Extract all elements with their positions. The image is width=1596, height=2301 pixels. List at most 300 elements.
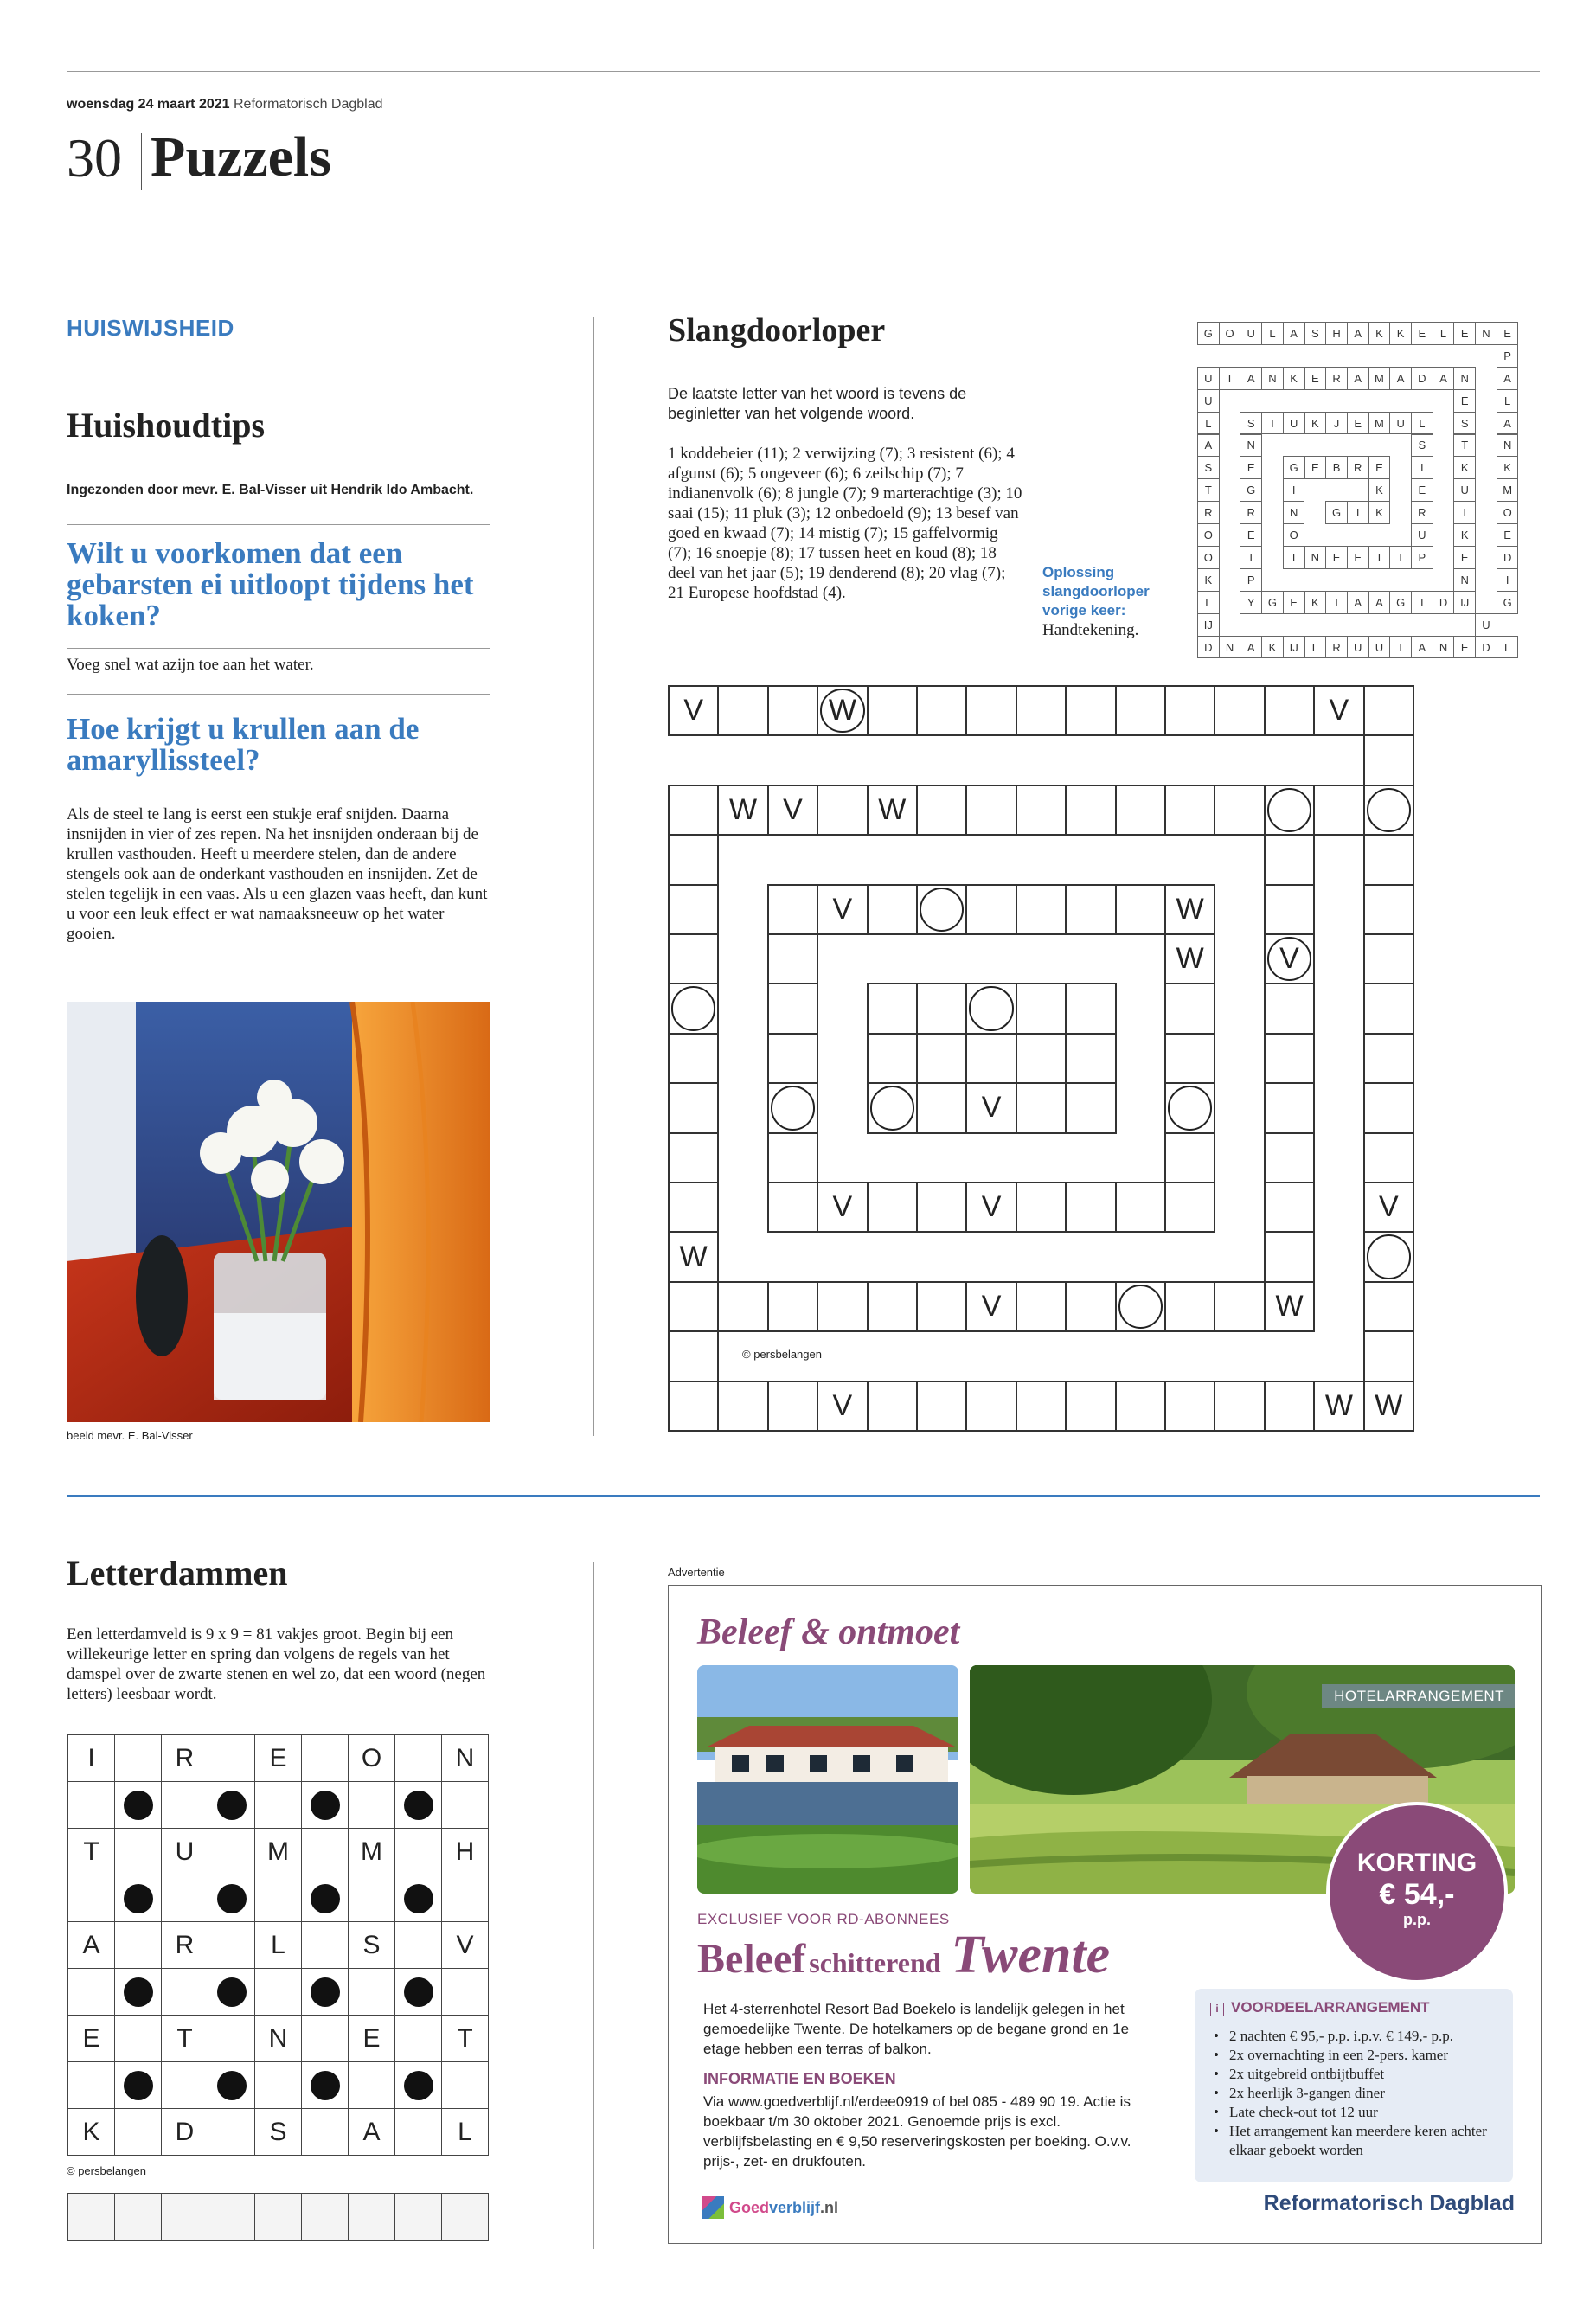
slang-cell[interactable] (1313, 685, 1364, 736)
offer-item-text: 2x uitgebreid ontbijtbuffet (1229, 2066, 1385, 2082)
slang-cell[interactable] (1363, 1231, 1414, 1282)
solution-cell: E (1453, 389, 1476, 413)
dammen-letter: S (362, 1930, 381, 1959)
slang-cell[interactable] (668, 1082, 719, 1133)
slang-cell[interactable] (1164, 1281, 1215, 1332)
slang-cell[interactable] (916, 1281, 967, 1332)
slang-cell[interactable] (668, 834, 719, 885)
slang-cell[interactable] (817, 685, 868, 736)
column-divider-top (593, 317, 594, 1436)
slang-cell[interactable] (867, 1082, 918, 1133)
slang-cell-marker: W (878, 792, 907, 826)
slang-cell[interactable] (1115, 884, 1166, 935)
dammen-letter: U (175, 1836, 195, 1866)
slang-cell[interactable] (916, 1381, 967, 1432)
slang-cell[interactable] (1115, 785, 1166, 836)
dammen-cell (208, 2061, 255, 2109)
slang-cell[interactable] (767, 1082, 818, 1133)
slang-cell[interactable] (1016, 1182, 1067, 1233)
slang-cell[interactable] (1164, 685, 1215, 736)
dammen-cell (301, 2015, 349, 2062)
tips-byline: Ingezonden door mevr. E. Bal-Visser uit Hendrik Ido Ambacht. (67, 483, 474, 497)
bullet-icon: • (1214, 2047, 1219, 2063)
slang-cell[interactable] (1065, 884, 1116, 935)
slang-cell[interactable] (817, 1381, 868, 1432)
ad-photo-restaurant (697, 1665, 958, 1894)
solution-cell: K (1453, 523, 1476, 547)
solution-cell: U (1475, 613, 1497, 637)
dammen-answer-cell[interactable] (254, 2193, 302, 2241)
solution-cell: N (1219, 636, 1241, 659)
solution-cell: P (1240, 568, 1262, 592)
slang-cell[interactable] (767, 884, 818, 935)
solution-cell: R (1325, 636, 1348, 659)
slang-cell[interactable] (1016, 1033, 1067, 1084)
dammen-cell (394, 1828, 442, 1875)
dammen-cell (161, 2108, 208, 2156)
dammen-cell (441, 2015, 489, 2062)
slang-cell[interactable] (1214, 785, 1265, 836)
solution-cell: N (1453, 568, 1476, 592)
slang-cell[interactable] (767, 983, 818, 1034)
slang-cell[interactable] (1363, 1281, 1414, 1332)
slang-cell-marker: V (981, 1190, 1002, 1224)
dammen-cell (394, 2015, 442, 2062)
slang-solution-label: Oplossing slangdoorloper vorige keer: (1042, 564, 1150, 619)
solution-cell: S (1411, 434, 1433, 458)
slang-cell[interactable] (1363, 1132, 1414, 1183)
slang-cell-marker: V (832, 1190, 853, 1224)
slang-cell[interactable] (767, 785, 818, 836)
slang-cell[interactable] (1264, 834, 1315, 885)
black-stone-icon (311, 1884, 340, 1913)
tips-title: Huishoudtips (67, 406, 266, 445)
slang-cell[interactable] (668, 884, 719, 935)
dammen-letter: A (362, 2117, 381, 2146)
slang-cell[interactable] (1065, 785, 1116, 836)
slang-cell[interactable] (1264, 983, 1315, 1034)
section-separator (67, 1495, 1540, 1497)
black-stone-icon (311, 1977, 340, 2007)
slang-cell[interactable] (1016, 1082, 1067, 1133)
slang-cell[interactable] (867, 785, 918, 836)
dammen-cell (441, 1734, 489, 1782)
slang-cell[interactable] (1016, 785, 1067, 836)
header-paper: Reformatorisch Dagblad (234, 97, 383, 112)
black-stone-icon (404, 1791, 433, 1820)
dammen-cell (348, 2015, 395, 2062)
slang-cell[interactable] (1363, 685, 1414, 736)
solution-cell: K (1389, 322, 1412, 345)
slang-cell[interactable] (1363, 1330, 1414, 1381)
slang-cell[interactable] (1065, 1281, 1116, 1332)
solution-cell: G (1283, 456, 1305, 479)
slang-cell[interactable] (1115, 685, 1166, 736)
slang-cell-marker: V (683, 694, 704, 727)
offer-item-text: 2 nachten € 95,- p.p. i.p.v. € 149,- p.p. (1229, 2028, 1454, 2044)
slang-cell-marker: W (1324, 1388, 1353, 1422)
slang-cell[interactable] (1214, 1281, 1265, 1332)
slang-cell[interactable] (1264, 1281, 1315, 1332)
slang-intro: De laatste letter van het woord is tevens de beginletter van het volgende woord. (668, 385, 967, 422)
offer-list-item (1214, 2122, 1504, 2160)
slang-cell[interactable] (817, 1182, 868, 1233)
slang-cell[interactable] (767, 1281, 818, 1332)
slang-cell[interactable] (965, 884, 1016, 935)
dammen-cell (208, 1968, 255, 2016)
slang-cell[interactable] (668, 785, 719, 836)
dammen-answer-cell[interactable] (441, 2193, 489, 2241)
slang-cell[interactable] (1164, 1132, 1215, 1183)
slang-cell[interactable] (916, 1082, 967, 1133)
slang-cell[interactable] (1065, 1082, 1116, 1133)
solution-cell: E (1347, 412, 1369, 435)
previous-solution-grid (1197, 322, 1540, 659)
solution-cell: L (1497, 389, 1519, 413)
solution-cell: I (1368, 546, 1391, 569)
solution-cell: S (1197, 456, 1220, 479)
solution-cell: U (1411, 523, 1433, 547)
slang-cell[interactable] (1264, 1182, 1315, 1233)
dammen-letter: V (456, 1930, 474, 1959)
dammen-answer-cell[interactable] (348, 2193, 395, 2241)
slang-cell[interactable] (1264, 933, 1315, 984)
solution-cell: T (1261, 412, 1284, 435)
dammen-cell (348, 1734, 395, 1782)
slang-cell-marker: W (1275, 1289, 1304, 1323)
solution-cell: O (1219, 322, 1241, 345)
ad-badge: HOTELARRANGEMENT (1322, 1684, 1515, 1708)
dammen-cell (301, 1734, 349, 1782)
slang-cell[interactable] (1363, 834, 1414, 885)
solution-cell: A (1497, 367, 1519, 390)
dammen-answer-cell[interactable] (208, 2193, 255, 2241)
slang-cell[interactable] (1164, 1381, 1215, 1432)
slang-cell[interactable] (668, 1330, 719, 1381)
circle-marker-icon (1168, 1086, 1212, 1130)
dammen-cell (441, 2108, 489, 2156)
solution-cell: I (1325, 591, 1348, 614)
slang-cell-marker: V (981, 1289, 1002, 1323)
dammen-letter: R (175, 1930, 195, 1959)
solution-cell: A (1347, 367, 1369, 390)
slang-cell[interactable] (1164, 983, 1215, 1034)
slang-cell[interactable] (767, 1033, 818, 1084)
slang-cell-marker: V (832, 892, 853, 926)
solution-cell: G (1389, 591, 1412, 614)
solution-cell: E (1240, 456, 1262, 479)
slang-cell[interactable] (767, 933, 818, 984)
slang-cell[interactable] (1214, 685, 1265, 736)
dammen-cell (67, 1828, 115, 1875)
slang-cell[interactable] (916, 685, 967, 736)
solution-cell: A (1197, 434, 1220, 458)
slang-cell[interactable] (1363, 734, 1414, 785)
slang-cell-marker: W (1375, 1388, 1403, 1422)
offer-item-text: Late check-out tot 12 uur (1229, 2104, 1378, 2120)
dammen-cell (114, 1968, 162, 2016)
slang-cell[interactable] (965, 1381, 1016, 1432)
slang-cell[interactable] (867, 1033, 918, 1084)
dammen-letter: N (268, 2023, 288, 2053)
solution-cell: R (1347, 456, 1369, 479)
solution-cell: O (1197, 523, 1220, 547)
slang-cell[interactable] (1363, 1182, 1414, 1233)
black-stone-icon (217, 2071, 247, 2100)
slang-cell[interactable] (668, 1381, 719, 1432)
slang-cell[interactable] (717, 685, 768, 736)
dammen-letter: O (361, 1743, 382, 1772)
solution-cell: N (1475, 322, 1497, 345)
solution-cell: U (1283, 412, 1305, 435)
solution-cell: B (1325, 456, 1348, 479)
slang-cell[interactable] (817, 884, 868, 935)
solution-cell: R (1197, 501, 1220, 524)
slang-cell[interactable] (1264, 1132, 1315, 1183)
solution-cell: E (1497, 322, 1519, 345)
slang-cell[interactable] (1214, 1381, 1265, 1432)
slang-cell[interactable] (1264, 1231, 1315, 1282)
slang-cell[interactable] (767, 1132, 818, 1183)
slang-cell[interactable] (767, 1182, 818, 1233)
slang-cell[interactable] (1264, 1033, 1315, 1084)
solution-cell: E (1325, 546, 1348, 569)
slang-cell[interactable] (965, 1182, 1016, 1233)
dammen-cell (67, 1875, 115, 1922)
slang-cell[interactable] (1363, 1381, 1414, 1432)
solution-cell: E (1347, 546, 1369, 569)
slang-cell[interactable] (1363, 983, 1414, 1034)
slang-cell[interactable] (668, 1132, 719, 1183)
slang-cell[interactable] (668, 685, 719, 736)
slang-cell[interactable] (1363, 884, 1414, 935)
slang-cell[interactable] (1264, 1381, 1315, 1432)
dammen-letter: E (269, 1743, 287, 1772)
dammen-cell (348, 1828, 395, 1875)
dammen-cell (254, 1968, 302, 2016)
solution-cell: K (1283, 367, 1305, 390)
slang-cell[interactable] (767, 1381, 818, 1432)
slang-cell[interactable] (1363, 1082, 1414, 1133)
solution-cell: P (1497, 344, 1519, 368)
slang-cell[interactable] (1164, 1182, 1215, 1233)
solution-cell: L (1433, 322, 1455, 345)
slang-cell[interactable] (1016, 1281, 1067, 1332)
slang-cell[interactable] (867, 884, 918, 935)
tips-rule-1 (67, 524, 490, 525)
slang-cell[interactable] (1115, 1182, 1166, 1233)
slang-cell[interactable] (1065, 1033, 1116, 1084)
dammen-cell (348, 2061, 395, 2109)
dammen-cell (394, 2061, 442, 2109)
restaurant-photo-art (697, 1665, 958, 1894)
dammen-cell (348, 1968, 395, 2016)
solution-cell: K (1368, 501, 1391, 524)
solution-cell: U (1368, 636, 1391, 659)
slang-cell[interactable] (965, 1082, 1016, 1133)
solution-cell: D (1475, 636, 1497, 659)
dammen-answer-cell[interactable] (301, 2193, 349, 2241)
slang-cell[interactable] (1065, 1381, 1116, 1432)
solution-cell: D (1497, 546, 1519, 569)
black-stone-icon (217, 1977, 247, 2007)
solution-cell: U (1453, 478, 1476, 502)
solution-cell: U (1197, 367, 1220, 390)
slang-cell[interactable] (1065, 1182, 1116, 1233)
slang-cell[interactable] (916, 983, 967, 1034)
slang-cell[interactable] (668, 1182, 719, 1233)
slang-cell[interactable] (1164, 785, 1215, 836)
tips-answer-1: Voeg snel wat azijn toe aan het water. (67, 656, 314, 674)
solution-cell: I (1347, 501, 1369, 524)
solution-cell: K (1261, 636, 1284, 659)
slang-cell[interactable] (1264, 785, 1315, 836)
dammen-cell (254, 1781, 302, 1829)
black-stone-icon (124, 1791, 153, 1820)
slang-cell[interactable] (668, 933, 719, 984)
logo-left-b: verblijf (769, 2198, 821, 2216)
dammen-cell (254, 1921, 302, 1969)
slang-cell[interactable] (668, 1281, 719, 1332)
slang-cell[interactable] (965, 1033, 1016, 1084)
slang-cell[interactable] (1065, 685, 1116, 736)
solution-cell: L (1261, 322, 1284, 345)
circle-marker-icon (969, 986, 1013, 1030)
slang-cell[interactable] (965, 983, 1016, 1034)
slang-solution-word: Handtekening. (1042, 621, 1139, 639)
dammen-answer-cell[interactable] (161, 2193, 208, 2241)
solution-cell: A (1368, 591, 1391, 614)
slang-cell[interactable] (817, 785, 868, 836)
slang-cell[interactable] (717, 1281, 768, 1332)
slang-cell[interactable] (1164, 884, 1215, 935)
slang-cell[interactable] (717, 785, 768, 836)
slang-cell-marker: V (981, 1091, 1002, 1125)
slang-cell[interactable] (1363, 785, 1414, 836)
solution-cell: S (1240, 412, 1262, 435)
slang-cell[interactable] (1016, 685, 1067, 736)
slang-cell[interactable] (965, 785, 1016, 836)
offer-box-heading (1210, 1999, 1430, 2016)
solution-cell: E (1497, 523, 1519, 547)
slang-cell[interactable] (717, 1381, 768, 1432)
slang-cell[interactable] (916, 884, 967, 935)
dammen-cell (301, 1875, 349, 1922)
slang-cell[interactable] (1016, 1381, 1067, 1432)
slang-cell[interactable] (867, 1281, 918, 1332)
dammen-cell (348, 1781, 395, 1829)
slang-cell-marker: V (783, 792, 803, 826)
slang-cell[interactable] (1363, 1033, 1414, 1084)
slang-cell-marker: W (828, 694, 856, 727)
slang-cell-marker: V (832, 1388, 853, 1422)
slang-cell[interactable] (1313, 1381, 1364, 1432)
offer-box-title: VOORDEELARRANGEMENT (1231, 1999, 1430, 2016)
bullet-icon: • (1214, 2085, 1219, 2101)
ad-label: Advertentie (668, 1566, 725, 1579)
column-divider-bottom (593, 1562, 594, 2249)
slang-cell[interactable] (1264, 685, 1315, 736)
solution-cell: E (1453, 322, 1476, 345)
solution-cell: D (1411, 367, 1433, 390)
ad-discount-circle (1326, 1802, 1508, 1984)
solution-cell: O (1283, 523, 1305, 547)
dammen-answer-row (67, 2193, 488, 2241)
slang-cell[interactable] (668, 1033, 719, 1084)
slang-cell[interactable] (1164, 1082, 1215, 1133)
amaryllis-photo-art (67, 1002, 490, 1422)
solution-cell: I (1411, 591, 1433, 614)
slang-cell[interactable] (1016, 884, 1067, 935)
dammen-title: Letterdammen (67, 1554, 288, 1593)
black-stone-icon (217, 1884, 247, 1913)
slang-cell[interactable] (1264, 884, 1315, 935)
dammen-cell (441, 1921, 489, 1969)
slang-cell[interactable] (1313, 785, 1364, 836)
solution-cell: M (1368, 412, 1391, 435)
slang-cell[interactable] (867, 685, 918, 736)
slang-cell[interactable] (668, 1231, 719, 1282)
slang-cell[interactable] (1115, 1281, 1166, 1332)
offer-item-text: Het arrangement kan meerdere keren achter elkaar geboekt worden (1229, 2123, 1487, 2158)
dammen-cell (394, 1781, 442, 1829)
solution-cell: K (1304, 412, 1327, 435)
offer-item-text: 2x overnachting in een 2-pers. kamer (1229, 2047, 1449, 2063)
slang-cell[interactable] (1016, 983, 1067, 1034)
solution-cell: E (1368, 456, 1391, 479)
circle-marker-icon (771, 1086, 815, 1130)
solution-cell: G (1325, 501, 1348, 524)
dammen-cell (301, 2061, 349, 2109)
slang-cell[interactable] (867, 1381, 918, 1432)
dammen-cell (301, 1828, 349, 1875)
slang-cell[interactable] (867, 1182, 918, 1233)
offer-list-item (1214, 2046, 1504, 2065)
slang-cell[interactable] (1164, 933, 1215, 984)
dammen-cell (114, 1734, 162, 1782)
dammen-answer-cell[interactable] (67, 2193, 115, 2241)
logo-left-a: Goed (729, 2198, 770, 2216)
ad-title-b: schitterend (809, 1947, 941, 1978)
black-stone-icon (404, 1884, 433, 1913)
slang-cell[interactable] (1363, 933, 1414, 984)
slang-cell[interactable] (1264, 1082, 1315, 1133)
dammen-answer-cell[interactable] (114, 2193, 162, 2241)
black-stone-icon (404, 2071, 433, 2100)
slang-cell[interactable] (965, 1281, 1016, 1332)
ad-frame (668, 1585, 1542, 2244)
slang-cell[interactable] (1115, 1381, 1166, 1432)
solution-cell: K (1368, 322, 1391, 345)
slang-cell[interactable] (965, 685, 1016, 736)
slang-cell[interactable] (1164, 1033, 1215, 1084)
solution-cell: N (1261, 367, 1284, 390)
slang-cell[interactable] (817, 1281, 868, 1332)
solution-cell: A (1347, 591, 1369, 614)
slang-cell[interactable] (767, 685, 818, 736)
dammen-answer-cell[interactable] (394, 2193, 442, 2241)
dammen-cell (114, 1781, 162, 1829)
dammen-cell (208, 1734, 255, 1782)
dammen-cell (161, 1968, 208, 2016)
slang-cell[interactable] (916, 1182, 967, 1233)
dammen-letter: S (269, 2117, 287, 2146)
slang-cell[interactable] (668, 983, 719, 1034)
dammen-cell (254, 1828, 302, 1875)
slang-cell[interactable] (1065, 983, 1116, 1034)
slang-cell[interactable] (916, 785, 967, 836)
slang-cell[interactable] (867, 983, 918, 1034)
